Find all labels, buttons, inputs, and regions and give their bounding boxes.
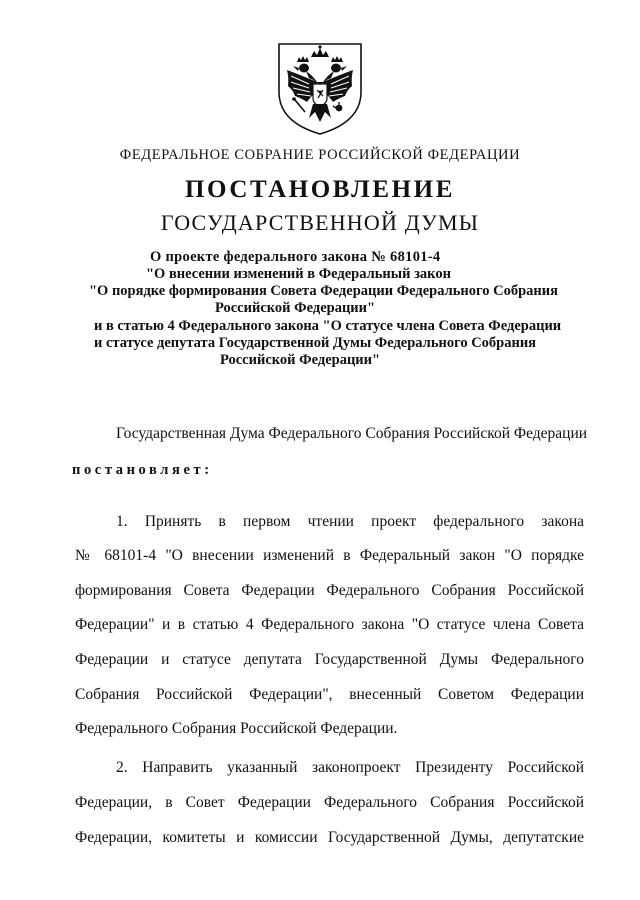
clause-2-line-2: Федерации, в Совет Федерации Федерального Собрания Российской <box>75 794 584 811</box>
subject-line-7: Российской Федерации" <box>220 352 381 368</box>
coat-of-arms-emblem <box>273 40 367 136</box>
clause-2-line-1: 2. Направить указанный законопроект Президенту Российской <box>116 759 584 776</box>
clause-2-line-3: Федерации, комитеты и комиссии Государственной Думы, депутатские <box>75 829 584 846</box>
subject-line-1: О проекте федерального закона № 68101-4 <box>150 249 441 265</box>
clause-1-line-5: Федерации и статусе депутата Государственной Думы Федерального <box>75 651 584 668</box>
document-type-title: ПОСТАНОВЛЕНИЕ <box>184 176 456 203</box>
clause-1-line-4: Федерации" и в статью 4 Федерального закона "О статусе члена Совета <box>75 616 584 633</box>
assembly-name: ФЕДЕРАЛЬНОЕ СОБРАНИЕ РОССИЙСКОЙ ФЕДЕРАЦИИ <box>119 147 521 163</box>
subject-line-3: "О порядке формирования Совета Федерации Федерального Собрания <box>89 283 558 299</box>
subject-line-5: и в статью 4 Федерального закона "О статусе члена Совета Федерации <box>94 318 562 334</box>
clause-1-line-6: Собрания Российской Федерации", внесенный Советом Федерации <box>75 686 584 703</box>
clause-1-line-3: формирования Совета Федерации Федерального Собрания Российской <box>75 582 584 599</box>
subject-line-4: Российской Федерации" <box>215 300 376 316</box>
clause-1-line-1: 1. Принять в первом чтении проект федерального закона <box>116 513 584 530</box>
decree-word: постановляет: <box>72 462 213 478</box>
clause-1-line-7: Федерального Собрания Российской Федерации. <box>75 720 398 737</box>
russian-coat-of-arms-icon <box>273 40 367 136</box>
preamble-text: Государственная Дума Федерального Собрания Российской Федерации <box>116 425 588 442</box>
subject-line-2: "О внесении изменений в Федеральный закон <box>146 266 451 282</box>
subject-line-6: и статусе депутата Государственной Думы Федерального Собрания <box>94 335 537 351</box>
clause-1-line-2: № 68101-4 "О внесении изменений в Федеральный закон "О порядке <box>75 547 584 564</box>
issuer-subtitle: ГОСУДАРСТВЕННОЙ ДУМЫ <box>160 210 480 235</box>
